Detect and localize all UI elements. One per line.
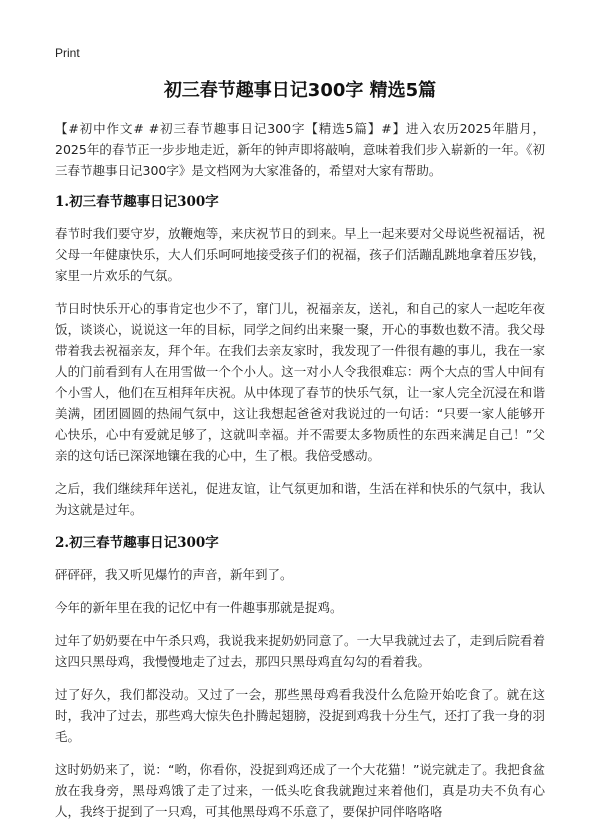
paragraph: 砰砰砰，我又听见爆竹的声音，新年到了。 xyxy=(55,567,293,582)
section-heading: 1.初三春节趣事日记300字 xyxy=(55,194,219,210)
paragraph: 过年了奶奶要在中午杀只鸡，我说我来捉奶奶同意了。一大早我就过去了，走到后院看着这四只黑母鸡，我慢慢地走了过去，那四只黑母鸡直勾勾的看着我。 xyxy=(55,633,545,669)
paragraph: 节日时快乐开心的事肯定也少不了，窜门儿，祝福亲友，送礼，和自己的家人一起吃年夜饭，谈谈心，说说这一年的目标，同学之间约出来聚一聚，开心的事数也数不清。我父母带着我去祝福亲友，拜个年。在我们去亲友家时，我发现了一件很有趣的事儿，我在一家人的门前看到有人在用雪做一个个小人。这一对小人令我很难忘：两个大点的雪人中间有个小雪人，他们在互相拜年庆祝。从中体现了春节的快乐气氛，让一家人完全沉浸在和谐美满，团团圆圆的热闹气氛中，这让我想起爸爸对我说过的一句话：“只要一家人能够开心快乐，心中有爱就足够了，这就叫幸福。并不需要太多物质性的东西来满足自己！”父亲的这句话已深深地镶在我的心中，生了根。我倍受感动。 xyxy=(55,301,545,463)
paragraph: 今年的新年里在我的记忆中有一件趣事那就是捉鸡。 xyxy=(55,600,343,615)
section-heading: 2.初三春节趣事日记300字 xyxy=(55,535,219,551)
paragraph: 之后，我们继续拜年送礼，促进友谊，让气氛更加和谐，生活在祥和快乐的气氛中，我认为这就是过年。 xyxy=(55,481,545,517)
page-title: 初三春节趣事日记300字 精选5篇 xyxy=(163,80,437,101)
paragraph: 这时奶奶来了，说：“哟，你看你，没捉到鸡还成了一个大花猫！”说完就走了。我把食盆放在我身旁，黑母鸡饿了走了过来，一低头吃食我就跑过来着他们，真是功夫不负有心人，我终于捉到了一只鸡，可其他黑母鸡不乐意了，要保护同伴咯咯咯 xyxy=(55,762,545,819)
article-body xyxy=(55,118,545,828)
print-link[interactable]: Print xyxy=(55,46,80,60)
paragraph: 过了好久，我们都没动。又过了一会，那些黑母鸡看我没什么危险开始吃食了。就在这时，我冲了过去，那些鸡大惊失色扑腾起翅膀，没捉到鸡我十分生气，还打了我一身的羽毛。 xyxy=(55,687,545,744)
intro-paragraph: 【#初中作文# #初三春节趣事日记300字【精选5篇】#】进入农历2025年腊月，2025年的春节正一步步地走近，新年的钟声即将敲响，意味着我们步入崭新的一年。《初三春节趣事日记300字》是文档网为大家准备的，希望对大家有帮助。 xyxy=(55,121,545,178)
paragraph: 春节时我们要守岁，放鞭炮等，来庆祝节日的到来。早上一起来要对父母说些祝福话，祝父母一年健康快乐，大人们乐呵呵地接受孩子们的祝福，孩子们活蹦乱跳地拿着压岁钱，家里一片欢乐的气氛。 xyxy=(55,226,545,283)
